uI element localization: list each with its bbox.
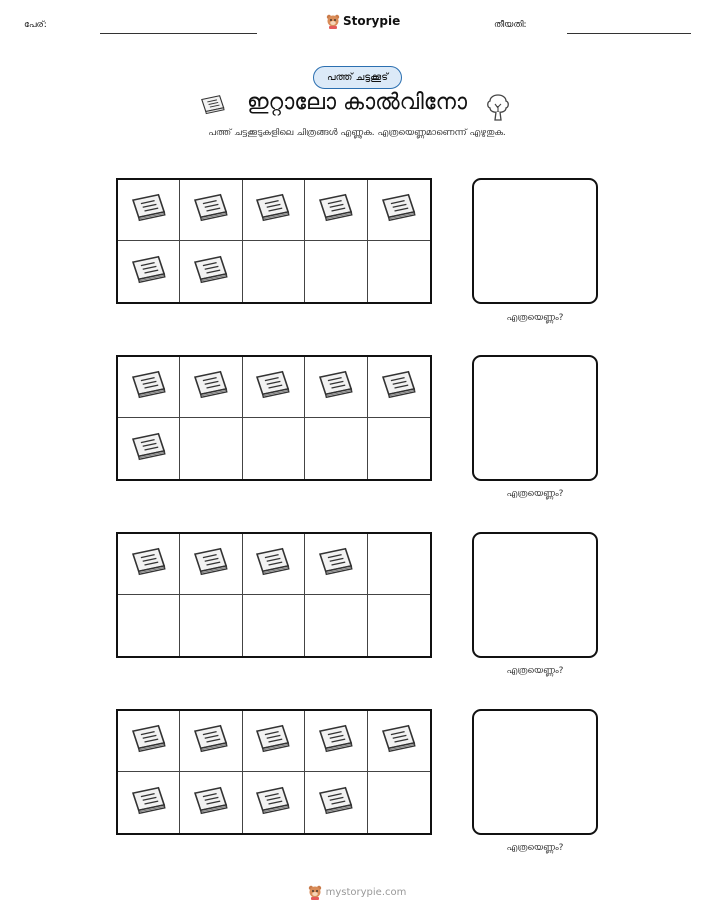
book-icon xyxy=(379,191,419,229)
ten-frame-4 xyxy=(116,709,432,835)
footer-url: mystorypie.com xyxy=(325,886,407,898)
frame-cell xyxy=(180,711,242,772)
book-icon xyxy=(316,722,356,760)
frame-cell xyxy=(368,180,430,241)
ten-frame-1 xyxy=(116,178,432,304)
instructions: പത്ത് ചട്ടക്കൂടുകളിലെ ചിത്രങ്ങൾ എണ്ണുക. എത്രയെണ്ണമാണെന്ന് എഴുതുക. xyxy=(208,128,506,138)
frame-cell xyxy=(118,711,180,772)
frame-cell xyxy=(305,772,367,833)
frame-cell xyxy=(243,180,305,241)
date-line[interactable] xyxy=(567,33,691,34)
frame-cell xyxy=(305,418,367,479)
how-many-label-1: എത്രയെണ്ണം? xyxy=(506,313,564,323)
book-icon xyxy=(129,722,169,760)
frame-cell xyxy=(305,711,367,772)
frame-cell xyxy=(305,595,367,656)
how-many-label-3: എത്രയെണ്ണം? xyxy=(506,666,564,676)
frame-cell xyxy=(180,418,242,479)
frame-cell xyxy=(118,772,180,833)
frame-cell xyxy=(368,595,430,656)
frame-cell xyxy=(305,534,367,595)
book-icon xyxy=(253,368,293,406)
brand xyxy=(326,13,400,29)
frame-cell xyxy=(368,241,430,302)
book-icon xyxy=(129,191,169,229)
frame-cell xyxy=(305,241,367,302)
book-icon xyxy=(129,545,169,583)
frame-cell xyxy=(180,772,242,833)
book-icon xyxy=(316,191,356,229)
frame-cell xyxy=(243,357,305,418)
answer-box-1[interactable] xyxy=(472,178,598,304)
frame-cell xyxy=(118,418,180,479)
book-icon xyxy=(253,722,293,760)
ten-frame-2 xyxy=(116,355,432,481)
frame-cell xyxy=(368,357,430,418)
book-icon xyxy=(191,722,231,760)
name-label: പേര്: xyxy=(24,20,47,30)
how-many-label-4: എത്രയെണ്ണം? xyxy=(506,843,564,853)
frame-cell xyxy=(368,772,430,833)
frame-cell xyxy=(305,357,367,418)
page-title: ഇറ്റാലോ കാൽവിനോ xyxy=(246,90,468,115)
frame-cell xyxy=(243,711,305,772)
name-line[interactable] xyxy=(100,33,257,34)
book-icon xyxy=(129,253,169,291)
book-icon xyxy=(379,368,419,406)
book-icon xyxy=(129,368,169,406)
book-icon xyxy=(253,784,293,822)
book-icon xyxy=(191,253,231,291)
frame-cell xyxy=(368,534,430,595)
frame-cell xyxy=(180,180,242,241)
frame-cell xyxy=(180,595,242,656)
frame-cell xyxy=(243,534,305,595)
frame-cell xyxy=(118,595,180,656)
frame-cell xyxy=(368,418,430,479)
frame-cell xyxy=(368,711,430,772)
book-icon xyxy=(191,784,231,822)
frame-cell xyxy=(180,241,242,302)
frame-cell xyxy=(118,534,180,595)
answer-box-2[interactable] xyxy=(472,355,598,481)
footer xyxy=(0,884,714,900)
book-icon xyxy=(316,784,356,822)
book-icon xyxy=(253,545,293,583)
bear-logo-icon xyxy=(326,13,340,29)
book-icon xyxy=(316,545,356,583)
date-label: തീയതി: xyxy=(494,20,527,30)
book-icon xyxy=(191,191,231,229)
bear-logo-icon xyxy=(308,884,322,900)
frame-cell xyxy=(243,772,305,833)
frame-cell xyxy=(243,241,305,302)
frame-cell xyxy=(118,180,180,241)
frame-cell xyxy=(305,180,367,241)
frame-cell xyxy=(243,418,305,479)
answer-box-3[interactable] xyxy=(472,532,598,658)
frame-cell xyxy=(118,241,180,302)
tree-icon xyxy=(485,92,511,126)
frame-cell xyxy=(180,534,242,595)
book-icon xyxy=(379,722,419,760)
frame-cell xyxy=(180,357,242,418)
frame-cell xyxy=(243,595,305,656)
book-icon xyxy=(191,545,231,583)
how-many-label-2: എത്രയെണ്ണം? xyxy=(506,489,564,499)
book-icon xyxy=(129,430,169,468)
book-icon xyxy=(253,191,293,229)
book-icon xyxy=(191,368,231,406)
topic-badge: പത്ത് ചട്ടക്കൂട് xyxy=(313,66,402,89)
answer-box-4[interactable] xyxy=(472,709,598,835)
ten-frame-3 xyxy=(116,532,432,658)
frame-cell xyxy=(118,357,180,418)
book-icon xyxy=(129,784,169,822)
book-icon xyxy=(316,368,356,406)
brand-name: Storypie xyxy=(343,14,401,28)
